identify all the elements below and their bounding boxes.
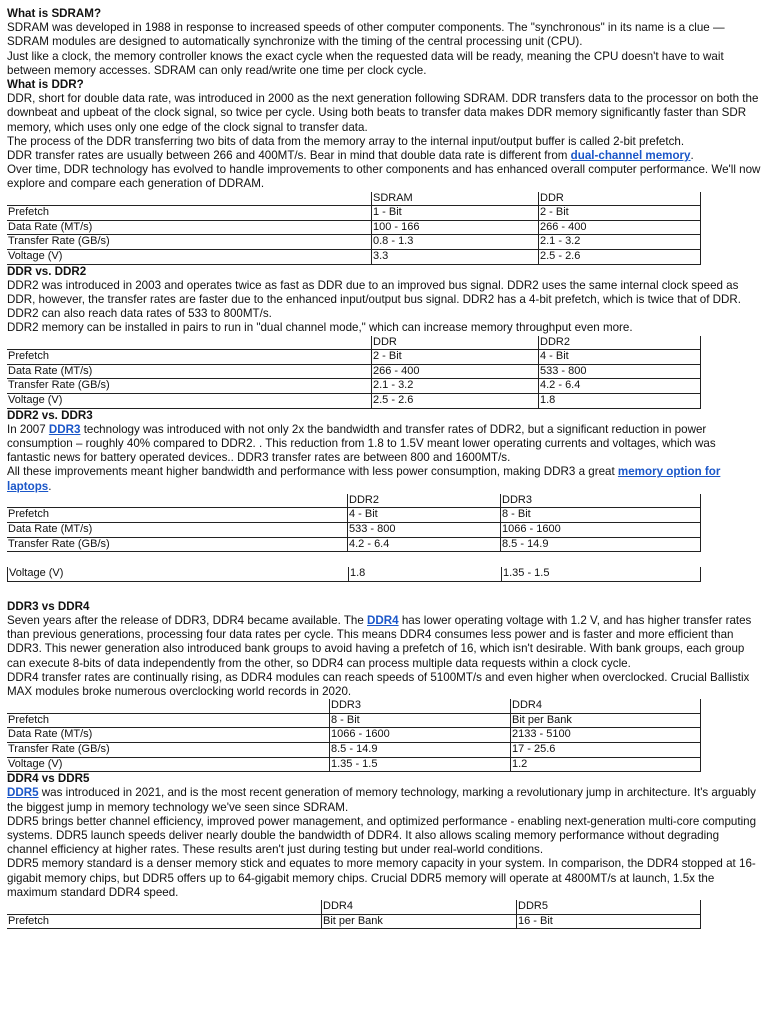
table-cell: 8.5 - 14.9 [501, 537, 701, 552]
comparison-table-sdram-ddr [7, 192, 701, 265]
comparison-table-ddr2-ddr3 [7, 494, 701, 552]
table-header-cell: DDR4 [511, 699, 701, 713]
table-header-row [7, 494, 701, 508]
table-header-row [7, 336, 701, 350]
section-title-ddr-vs-ddr2: DDR vs. DDR2 [7, 264, 87, 278]
table-cell: 2.5 - 2.6 [539, 250, 701, 265]
table-cell: 1.35 - 1.5 [502, 567, 701, 581]
table-header-cell: DDR [539, 192, 701, 206]
text: All these improvements meant higher bandwidth and performance with less power consumption, making DDR3 a great [7, 465, 618, 479]
table-header-cell [7, 699, 330, 713]
table-cell: 533 - 800 [539, 364, 701, 379]
section-title-sdram: What is SDRAM? [7, 7, 102, 20]
table-cell: 1066 - 1600 [501, 523, 701, 538]
voltage-table-ddr2-ddr3 [7, 567, 701, 582]
comparison-table-ddr3-ddr4 [7, 699, 701, 772]
text: DDR transfer rates are usually between 266 and 400MT/s. Bear in mind that double data rate is different from [7, 149, 571, 163]
table-header-cell [7, 900, 322, 914]
table-cell: 8 - Bit [330, 713, 511, 728]
table-row [7, 914, 701, 929]
table-cell: 2 - Bit [372, 350, 539, 365]
table-cell: Voltage (V) [7, 250, 372, 265]
table-row [7, 379, 701, 394]
comparison-table-ddr-ddr2 [7, 336, 701, 409]
text: technology was introduced with not only 2x the bandwidth and transfer rates of DDR2, but a significant reduction in power consumption – roughly 40% compared to DDR2. . This reduction from 1.8 to 1.5V meant lower operating currents and voltages, which was fantastic news for battery operated devices.. DDR3 transfer rates are between 800 and 1600MT/s. [7, 422, 716, 465]
table-row [7, 220, 701, 235]
text: . [48, 479, 52, 493]
ddr5-link[interactable]: DDR5 [7, 786, 39, 800]
table-cell: 266 - 400 [372, 364, 539, 379]
table-row [7, 364, 701, 379]
table-row [8, 567, 701, 581]
table-cell: Prefetch [7, 914, 322, 929]
table-row [7, 523, 701, 538]
table-cell: 1.2 [511, 757, 701, 772]
section-title-ddr: What is DDR? [7, 78, 84, 92]
paragraph [7, 423, 761, 466]
table-cell: 4 - Bit [539, 350, 701, 365]
table-row [7, 394, 701, 409]
table-cell: Data Rate (MT/s) [7, 364, 372, 379]
table-header-row [7, 192, 701, 206]
table-row [7, 350, 701, 365]
paragraph: Just like a clock, the memory controller knows the exact cycle when the requested data will be ready, meaning the CPU doesn't have to wait between memory accesses. SDRAM can only read/write one time per clock cycle. [7, 49, 724, 77]
paragraph [7, 149, 761, 163]
table-row [7, 537, 701, 552]
table-header-cell: DDR2 [539, 336, 701, 350]
table-header-cell [7, 192, 372, 206]
paragraph: The process of the DDR transferring two bits of data from the memory array to the internal input/output buffer is called 2-bit prefetch. [7, 134, 685, 148]
table-cell: 1.8 [539, 394, 701, 409]
table-cell: Transfer Rate (GB/s) [7, 379, 372, 394]
table-header-row [7, 900, 701, 914]
table-cell: Bit per Bank [322, 914, 517, 929]
table-row [7, 235, 701, 250]
paragraph: Over time, DDR technology has evolved to handle improvements to other components and has enhanced overall computer performance. We'll now explore and compare each generation of DDRAM. [7, 163, 761, 191]
section-title-ddr2-vs-ddr3: DDR2 vs. DDR3 [7, 408, 93, 422]
text: In 2007 [7, 422, 49, 436]
table-cell: 4.2 - 6.4 [348, 537, 501, 552]
table-header-cell: SDRAM [372, 192, 539, 206]
table-header-cell [7, 494, 348, 508]
table-cell: 0.8 - 1.3 [372, 235, 539, 250]
table-cell: Prefetch [7, 508, 348, 523]
ddr3-link[interactable]: DDR3 [48, 422, 81, 436]
table-cell: 2 - Bit [539, 206, 701, 221]
paragraph [7, 465, 761, 493]
paragraph: DDR2 was introduced in 2003 and operates twice as fast as DDR due to an improved bus signal. DDR2 uses the same internal clock speed as DDR, however, the transfer rates are faster due to the enhanced input/output bus signal. DDR2 has a 4-bit prefetch, which is twice that of DDR. DDR2 can also reach data rates of 533 to 800MT/s. [7, 278, 742, 321]
table-cell: Voltage (V) [7, 394, 372, 409]
table-cell: Transfer Rate (GB/s) [7, 537, 348, 552]
ddr4-link[interactable]: DDR4 [367, 613, 399, 627]
paragraph: DDR5 brings better channel efficiency, improved power management, and optimized performance - enabling next-generation multi-core computing systems. DDR5 launch speeds deliver nearly double the bandwidth of DDR4. It also allows scaling memory performance without degrading channel efficiency at higher rates. These results aren't just during testing but under real-world conditions. [7, 814, 757, 857]
paragraph: SDRAM was developed in 1988 in response to increased speeds of other computer components. The "synchronous" in its name is a clue — SDRAM modules are designed to automatically synchronize with the timing of the central processing unit (CPU). [7, 21, 725, 49]
table-cell: 266 - 400 [539, 220, 701, 235]
table-header-cell: DDR [372, 336, 539, 350]
table-cell: 1066 - 1600 [330, 728, 511, 743]
table-cell: 16 - Bit [517, 914, 701, 929]
text: has lower operating voltage with 1.2 V, and has higher transfer rates than previous generations, processing four data rates per cycle. This means DDR4 consumes less power and is faster and more efficient than DDR3. This newer generation also introduced bank groups to avoid having a prefetch of 16, which isn't desirable. With bank groups, each group can execute 8-bits of data independently from the other, so DDR4 can process multiple data requests within a clock cycle. [7, 613, 752, 670]
table-cell: Voltage (V) [8, 567, 349, 581]
table-cell: 2133 - 5100 [511, 728, 701, 743]
table-cell: Prefetch [7, 350, 372, 365]
table-row [7, 742, 701, 757]
table-cell: 1.8 [349, 567, 502, 581]
table-row [7, 728, 701, 743]
table-cell: Bit per Bank [511, 713, 701, 728]
table-cell: 4.2 - 6.4 [539, 379, 701, 394]
table-cell: 8 - Bit [501, 508, 701, 523]
table-header-cell: DDR2 [348, 494, 501, 508]
table-cell: 2.5 - 2.6 [372, 394, 539, 409]
table-row [7, 508, 701, 523]
paragraph [7, 614, 761, 671]
table-cell: Data Rate (MT/s) [7, 220, 372, 235]
table-cell: Data Rate (MT/s) [7, 523, 348, 538]
table-cell: 1 - Bit [372, 206, 539, 221]
section-title-ddr3-vs-ddr4: DDR3 vs DDR4 [7, 599, 90, 613]
section-title-ddr4-vs-ddr5: DDR4 vs DDR5 [7, 772, 90, 786]
table-header-cell [7, 336, 372, 350]
paragraph [7, 786, 761, 814]
paragraph: DDR, short for double data rate, was introduced in 2000 as the next generation following SDRAM. DDR transfers data to the processor on both the downbeat and upbeat of the clock signal, so twice per cycle. Using both beats to transfer data makes DDR memory significantly faster than SDR memory, which uses only one edge of the clock signal to transfer data. [7, 92, 759, 134]
table-cell: 4 - Bit [348, 508, 501, 523]
comparison-table-ddr4-ddr5 [7, 900, 701, 929]
text: . [690, 149, 694, 163]
table-cell: 533 - 800 [348, 523, 501, 538]
table-cell: Prefetch [7, 206, 372, 221]
paragraph: DDR4 transfer rates are continually rising, as DDR4 modules can reach speeds of 5100MT/s and even higher when overclocked. Crucial Ballistix MAX modules broke numerous overclocking world records in 2020. [7, 670, 750, 698]
table-cell: 100 - 166 [372, 220, 539, 235]
table-header-cell: DDR5 [517, 900, 701, 914]
table-row [7, 757, 701, 772]
spacer [7, 582, 761, 600]
table-header-cell: DDR3 [330, 699, 511, 713]
table-cell: Prefetch [7, 713, 330, 728]
table-row [7, 206, 701, 221]
table-row [7, 713, 701, 728]
table-cell: 17 - 25.6 [511, 742, 701, 757]
table-cell: 8.5 - 14.9 [330, 742, 511, 757]
table-cell: Transfer Rate (GB/s) [7, 235, 372, 250]
table-row [7, 250, 701, 265]
paragraph: DDR5 memory standard is a denser memory stick and equates to more memory capacity in your system. In comparison, the DDR4 stopped at 16-gigabit memory chips, but DDR5 offers up to 64-gigabit memory chips. Crucial DDR5 memory will operate at 4800MT/s at launch, 1.5x the maximum standard DDR4 speed. [7, 857, 756, 899]
table-cell: Data Rate (MT/s) [7, 728, 330, 743]
text: was introduced in 2021, and is the most recent generation of memory technology, marking a revolutionary jump in architecture. It's arguably the biggest jump in memory technology we've seen since SDRAM. [7, 786, 756, 814]
table-cell: 1.35 - 1.5 [330, 757, 511, 772]
table-cell: 3.3 [372, 250, 539, 265]
table-header-row [7, 699, 701, 713]
text: Seven years after the release of DDR3, DDR4 became available. The [7, 613, 368, 627]
table-cell: 2.1 - 3.2 [372, 379, 539, 394]
table-cell: 2.1 - 3.2 [539, 235, 701, 250]
paragraph: DDR2 memory can be installed in pairs to run in "dual channel mode," which can increase memory throughput even more. [7, 321, 633, 335]
table-cell: Voltage (V) [7, 757, 330, 772]
table-cell: Transfer Rate (GB/s) [7, 742, 330, 757]
table-header-cell: DDR4 [322, 900, 517, 914]
memory-option-for-laptops-link[interactable]: memory option for laptops [7, 465, 721, 493]
table-header-cell: DDR3 [501, 494, 701, 508]
dual-channel-memory-link[interactable]: dual-channel memory [570, 149, 691, 163]
